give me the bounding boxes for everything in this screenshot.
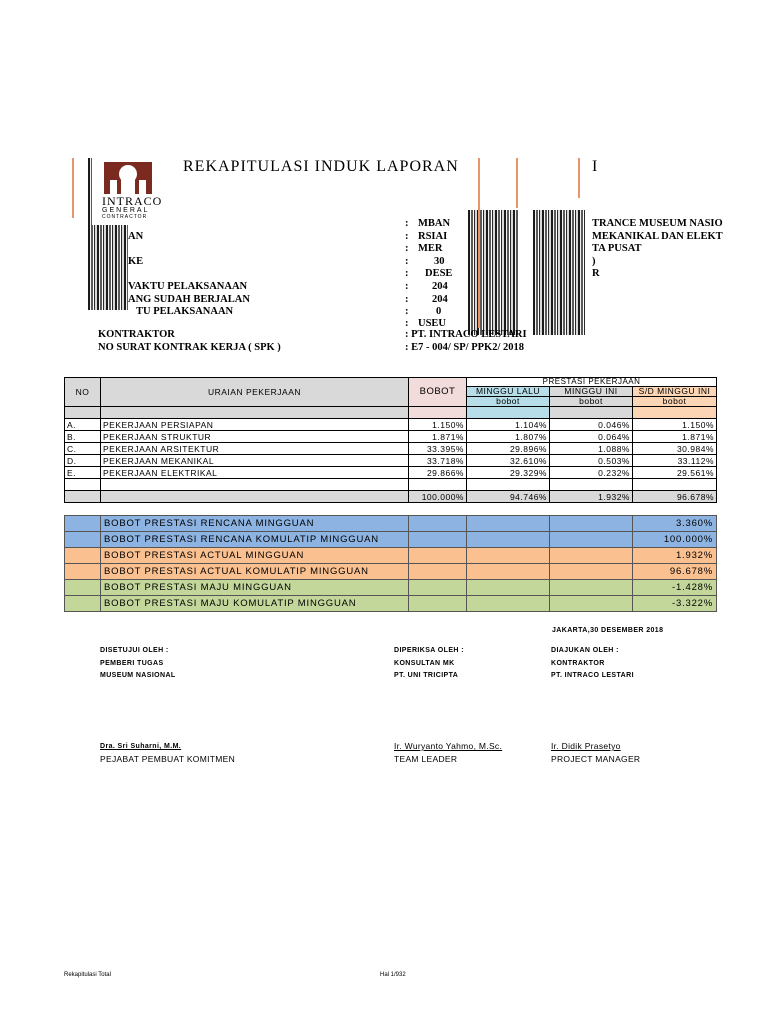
page-title-tail: I	[592, 158, 598, 175]
summary-row	[65, 596, 717, 612]
info-value: 204	[432, 281, 448, 292]
info-value-ext: )	[592, 256, 596, 267]
empty-cell	[467, 479, 550, 491]
row-ini: 0.503%	[550, 455, 633, 467]
info-colon: :	[405, 218, 409, 229]
info-colon: :	[405, 268, 409, 279]
summary-spacer	[467, 548, 550, 564]
spacer-cell	[409, 407, 467, 419]
spacer-cell	[101, 407, 409, 419]
header-no: NO	[65, 378, 101, 407]
summary-spacer	[550, 596, 633, 612]
info-value: USEU	[418, 318, 447, 329]
info-colon: :	[405, 243, 409, 254]
summary-value: 1.932%	[633, 548, 717, 564]
summary-spacer	[409, 580, 467, 596]
sig3-name: Ir. Didik Prasetyo	[551, 741, 621, 751]
scan-artifact	[516, 158, 518, 208]
info-value: MBAN	[418, 218, 451, 229]
row-bobot: 33.395%	[409, 443, 467, 455]
info-colon: :	[405, 294, 409, 305]
row-no: A.	[65, 419, 101, 431]
info-label: TU PELAKSANAAN	[136, 306, 234, 317]
summary-label: BOBOT PRESTASI ACTUAL KOMULATIP MINGGUAN	[101, 564, 409, 580]
total-sd: 96.678%	[633, 491, 717, 503]
sig3-line3: PT. INTRACO LESTARI	[551, 672, 634, 679]
summary-spacer	[409, 532, 467, 548]
summary-spacer	[467, 516, 550, 532]
empty-cell	[65, 479, 101, 491]
row-name: PEKERJAAN MEKANIKAL	[101, 455, 409, 467]
header-minggu-ini: MINGGU INI	[550, 387, 633, 397]
summary-spacer	[409, 596, 467, 612]
info-value: 30	[434, 256, 445, 267]
spacer-cell	[633, 407, 717, 419]
row-no: E.	[65, 467, 101, 479]
summary-spacer	[550, 564, 633, 580]
total-label	[101, 491, 409, 503]
summary-row	[65, 580, 717, 596]
sig1-name: Dra. Sri Suharni, M.M.	[100, 743, 182, 750]
table-row	[65, 419, 717, 431]
summary-value: -1.428%	[633, 580, 717, 596]
header-minggu-lalu: MINGGU LALU	[467, 387, 550, 397]
sig1-line3: MUSEUM NASIONAL	[100, 672, 176, 679]
summary-spacer	[65, 564, 101, 580]
logo-subtext-2: CONTRACTOR	[102, 214, 148, 220]
scan-artifact	[88, 225, 128, 310]
row-lalu: 1.807%	[467, 431, 550, 443]
summary-value: 3.360%	[633, 516, 717, 532]
footer-page: Hal 1/932	[380, 972, 406, 978]
info-colon: :	[405, 256, 409, 267]
total-no	[65, 491, 101, 503]
row-sd: 29.561%	[633, 467, 717, 479]
summary-row	[65, 548, 717, 564]
total-row	[65, 491, 717, 503]
header-prestasi: PRESTASI PEKERJAAN	[467, 378, 717, 387]
logo-text: INTRACO	[102, 194, 163, 208]
spk-label: NO SURAT KONTRAK KERJA ( SPK )	[98, 342, 281, 353]
summary-spacer	[467, 532, 550, 548]
summary-spacer	[409, 516, 467, 532]
scan-artifact	[478, 158, 480, 328]
summary-value: 100.000%	[633, 532, 717, 548]
info-colon: :	[405, 318, 409, 329]
summary-label: BOBOT PRESTASI MAJU KOMULATIP MINGGUAN	[101, 596, 409, 612]
row-ini: 0.064%	[550, 431, 633, 443]
info-colon: :	[405, 281, 409, 292]
table-row	[65, 467, 717, 479]
summary-spacer	[409, 564, 467, 580]
summary-label: BOBOT PRESTASI MAJU MINGGUAN	[101, 580, 409, 596]
summary-value: 96.678%	[633, 564, 717, 580]
subheader-bobot: bobot	[633, 397, 717, 407]
sig2-line1: DIPERIKSA OLEH :	[394, 647, 464, 654]
summary-spacer	[65, 532, 101, 548]
summary-spacer	[467, 564, 550, 580]
empty-cell	[633, 479, 717, 491]
info-value-ext: MEKANIKAL DAN ELEKT	[592, 231, 723, 242]
summary-spacer	[550, 580, 633, 596]
row-name: PEKERJAAN STRUKTUR	[101, 431, 409, 443]
summary-row	[65, 532, 717, 548]
info-label: VAKTU PELAKSANAAN	[128, 281, 248, 292]
row-ini: 0.046%	[550, 419, 633, 431]
summary-label: BOBOT PRESTASI RENCANA MINGGUAN	[101, 516, 409, 532]
kontraktor-label: KONTRAKTOR	[98, 329, 175, 340]
table-row	[65, 443, 717, 455]
table-row	[65, 431, 717, 443]
summary-spacer	[467, 580, 550, 596]
subheader-bobot: bobot	[550, 397, 633, 407]
spacer-cell	[467, 407, 550, 419]
sig2-line3: PT. UNI TRICIPTA	[394, 672, 459, 679]
row-no: B.	[65, 431, 101, 443]
scan-artifact	[468, 210, 518, 335]
sig3-line1: DIAJUKAN OLEH :	[551, 647, 619, 654]
scan-artifact	[72, 158, 74, 218]
header-sd-minggu-ini: S/D MINGGU INI	[633, 387, 717, 397]
row-bobot: 33.718%	[409, 455, 467, 467]
row-bobot: 1.150%	[409, 419, 467, 431]
info-value: DESE	[425, 268, 453, 279]
table-row	[65, 455, 717, 467]
row-sd: 33.112%	[633, 455, 717, 467]
summary-row	[65, 564, 717, 580]
row-ini: 0.232%	[550, 467, 633, 479]
info-colon: :	[405, 231, 409, 242]
spk-value: : E7 - 004/ SP/ PPK2/ 2018	[405, 342, 524, 353]
info-label: ANG SUDAH BERJALAN	[128, 294, 250, 305]
total-bobot: 100.000%	[409, 491, 467, 503]
sig1-line2: PEMBERI TUGAS	[100, 660, 164, 667]
row-name: PEKERJAAN ELEKTRIKAL	[101, 467, 409, 479]
info-label: AN	[128, 231, 144, 242]
summary-spacer	[65, 548, 101, 564]
empty-cell	[101, 479, 409, 491]
row-sd: 1.871%	[633, 431, 717, 443]
summary-spacer	[65, 516, 101, 532]
summary-spacer	[550, 532, 633, 548]
progress-table	[64, 377, 717, 503]
row-name: PEKERJAAN ARSITEKTUR	[101, 443, 409, 455]
summary-spacer	[65, 596, 101, 612]
summary-table	[64, 515, 717, 612]
row-sd: 1.150%	[633, 419, 717, 431]
row-lalu: 29.329%	[467, 467, 550, 479]
info-value-ext: TA PUSAT	[592, 243, 642, 254]
info-value: 0	[436, 306, 442, 317]
empty-cell	[409, 479, 467, 491]
row-lalu: 32.610%	[467, 455, 550, 467]
row-ini: 1.088%	[550, 443, 633, 455]
info-value: RSIAI	[418, 231, 448, 242]
place-date: JAKARTA,30 DESEMBER 2018	[552, 627, 664, 634]
kontraktor-value: : PT. INTRACO LESTARI	[405, 329, 527, 340]
summary-row	[65, 516, 717, 532]
info-colon: :	[405, 306, 409, 317]
row-bobot: 29.866%	[409, 467, 467, 479]
header-bobot: BOBOT	[409, 378, 467, 407]
subheader-bobot: bobot	[467, 397, 550, 407]
summary-spacer	[550, 516, 633, 532]
header-uraian: URAIAN PEKERJAAN	[101, 378, 409, 407]
sig2-role: TEAM LEADER	[394, 754, 458, 764]
total-lalu: 94.746%	[467, 491, 550, 503]
summary-label: BOBOT PRESTASI ACTUAL MINGGUAN	[101, 548, 409, 564]
logo-subtext: GENERAL	[102, 207, 150, 214]
summary-spacer	[65, 580, 101, 596]
scan-artifact	[533, 210, 585, 335]
row-lalu: 29.896%	[467, 443, 550, 455]
scan-artifact	[578, 158, 580, 198]
spacer-cell	[65, 407, 101, 419]
row-lalu: 1.104%	[467, 419, 550, 431]
summary-spacer	[550, 548, 633, 564]
info-value-ext: TRANCE MUSEUM NASIO	[592, 218, 723, 229]
sig1-role: PEJABAT PEMBUAT KOMITMEN	[100, 754, 236, 764]
sig1-line1: DISETUJUI OLEH :	[100, 647, 169, 654]
footer-left: Rekapitulasi Total	[64, 972, 111, 978]
sig3-line2: KONTRAKTOR	[551, 660, 605, 667]
row-sd: 30.984%	[633, 443, 717, 455]
info-label: KE	[128, 256, 144, 267]
spacer-cell	[550, 407, 633, 419]
info-value: MER	[418, 243, 443, 254]
summary-value: -3.322%	[633, 596, 717, 612]
row-no: D.	[65, 455, 101, 467]
scan-artifact	[88, 158, 92, 228]
row-name: PEKERJAAN PERSIAPAN	[101, 419, 409, 431]
summary-label: BOBOT PRESTASI RENCANA KOMULATIP MINGGUAN	[101, 532, 409, 548]
sig3-role: PROJECT MANAGER	[551, 754, 641, 764]
info-value-ext: R	[592, 268, 600, 279]
sig2-line2: KONSULTAN MK	[394, 660, 455, 667]
summary-spacer	[409, 548, 467, 564]
row-no: C.	[65, 443, 101, 455]
sig2-name: Ir. Wuryanto Yahmo, M.Sc.	[394, 741, 503, 751]
empty-cell	[550, 479, 633, 491]
total-ini: 1.932%	[550, 491, 633, 503]
row-bobot: 1.871%	[409, 431, 467, 443]
summary-spacer	[467, 596, 550, 612]
info-value: 204	[432, 294, 448, 305]
page-title: REKAPITULASI INDUK LAPORAN	[183, 158, 459, 175]
